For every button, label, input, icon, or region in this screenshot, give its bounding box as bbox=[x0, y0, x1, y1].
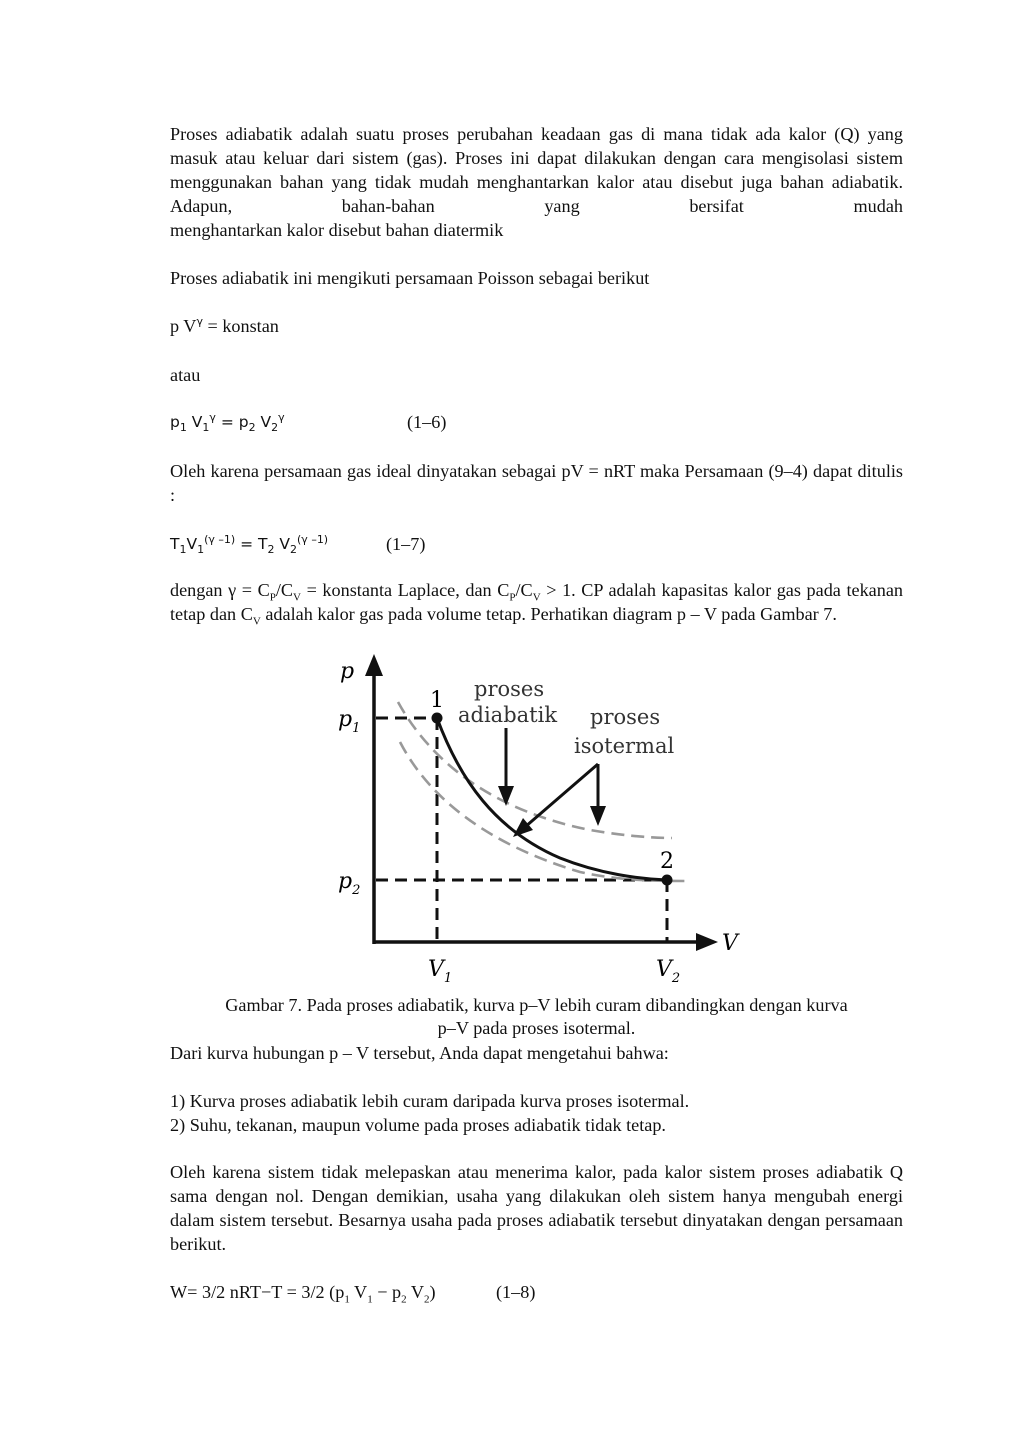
p-axis-arrow bbox=[365, 654, 383, 676]
paragraph-work: Oleh karena sistem tidak melepaskan atau menerima kalor, pada kalor sistem proses adiabatik Q sama dengan nol. Dengan demikian, usaha yang dilakukan oleh sistem hanya mengubah energi dalam sistem tersebut. Besarnya usaha pada proses adiabatik tersebut dinyatakan dengan persamaan berikut. bbox=[170, 1162, 903, 1254]
word-atau: atau bbox=[170, 365, 201, 385]
tick-label-p1: $p_1$ bbox=[338, 707, 361, 736]
paragraph-adiabatic-definition: Proses adiabatik adalah suatu proses perubahan keadaan gas di mana tidak ada kalor (Q) yang masuk atau keluar dari sistem (gas). Proses ini dapat dilakukan dengan cara mengisolasi sistem menggunakan bahan yang tidak mudah menghantarkan kalor atau disebut juga bahan adiabatik. Adapun, bahan-bahan yang bersifat mudah bbox=[170, 124, 903, 216]
paragraph-laplace: dengan $\gamma = C_P/C_V$ = konstanta Laplace, dan $C_P/C_V > 1$. CP adalah kapasitas kalor gas pada tekanan tetap dan $C_V$ adalah kalor gas pada volume tetap. Perhatikan diagram p – V pada Gambar 7. bbox=[170, 580, 904, 628]
list-item-2: 2) Suhu, tekanan, maupun volume pada proses adiabatik tidak tetap. bbox=[170, 1115, 666, 1135]
state-label-1: 1 bbox=[430, 688, 444, 713]
v-axis-arrow bbox=[696, 933, 718, 951]
paragraph-adiabatic-definition-last-line: menghantarkan kalor disebut bahan diatermik bbox=[170, 220, 504, 240]
state-point-2 bbox=[662, 875, 673, 886]
arrow-adiabatic-head bbox=[498, 786, 514, 806]
state-point-1 bbox=[432, 713, 443, 724]
equation-1-8: W= 3/2 nRT−T = 3/2 ($p_1$ $V_1 - p_2$ $V_2$) bbox=[170, 1282, 436, 1306]
arrow-isothermal-left-shaft bbox=[525, 764, 598, 827]
equation-1-7: $T_1V_1^{(\gamma -1)} = T_2$ $V_2^{(\gamma -1)}$ bbox=[170, 532, 329, 557]
state-label-2: 2 bbox=[660, 849, 674, 874]
annotation-isothermal-line2: isotermal bbox=[574, 734, 675, 758]
figure-caption-line1: Gambar 7. Pada proses adiabatik, kurva p–V lebih curam dibandingkan dengan kurva bbox=[225, 995, 848, 1015]
tick-label-v1: $V_1$ bbox=[428, 957, 453, 986]
annotation-adiabatic-line2: adiabatik bbox=[458, 703, 558, 727]
axis-label-p: p bbox=[340, 659, 355, 684]
pv-diagram bbox=[320, 650, 760, 990]
axis-label-v: V bbox=[722, 931, 738, 956]
figure-caption-line2: p–V pada proses isotermal. bbox=[437, 1018, 636, 1038]
equation-number-1-7: (1–7) bbox=[386, 534, 426, 554]
paragraph-curve-intro: Dari kurva hubungan p – V tersebut, Anda dapat mengetahui bahwa: bbox=[170, 1043, 669, 1063]
list-item-1: 1) Kurva proses adiabatik lebih curam daripada kurva proses isotermal. bbox=[170, 1091, 690, 1111]
annotation-isothermal-line1: proses bbox=[590, 705, 661, 729]
arrow-isothermal-down-head bbox=[590, 806, 606, 826]
annotation-adiabatic-line1: proses bbox=[474, 677, 545, 701]
equation-poisson: p $V^\gamma$ = konstan bbox=[170, 314, 279, 336]
equation-number-1-6: (1–6) bbox=[407, 412, 447, 432]
tick-label-v2: $V_2$ bbox=[656, 957, 681, 986]
equation-1-6: $p_1$ $V_1^\gamma = p_2$ $V_2^\gamma$ bbox=[170, 410, 285, 435]
tick-label-p2: $p_2$ bbox=[338, 869, 361, 898]
paragraph-ideal-gas: Oleh karena persamaan gas ideal dinyatakan sebagai pV = nRT maka Persamaan (9–4) dapat ditulis : bbox=[170, 461, 903, 505]
paragraph-poisson-intro: Proses adiabatik ini mengikuti persamaan Poisson sebagai berikut bbox=[170, 268, 650, 288]
equation-number-1-8: (1–8) bbox=[496, 1282, 536, 1302]
